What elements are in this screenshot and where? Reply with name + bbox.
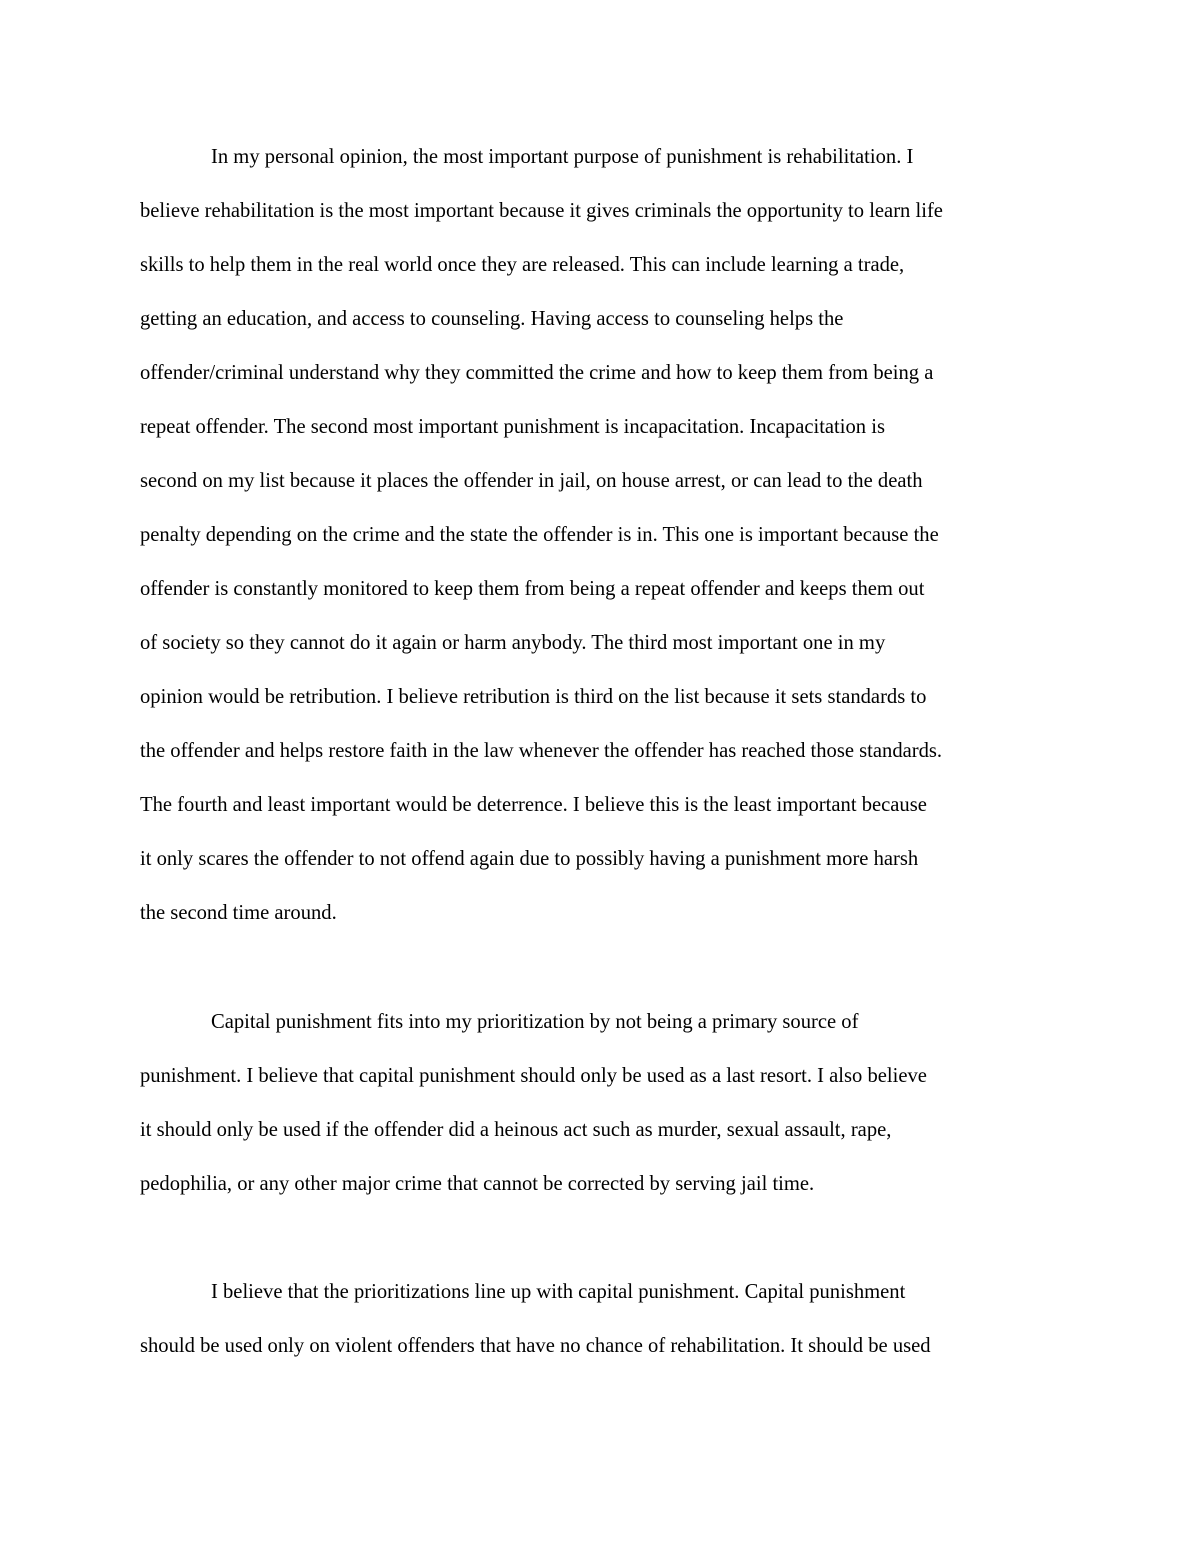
paragraph-capital-punishment-prioritization: [140, 995, 1070, 1211]
text-line: penalty depending on the crime and the state the offender is in. This one is important because the: [140, 524, 939, 546]
paragraph-prioritizations-line-up: [140, 1265, 1070, 1373]
text-line: In my personal opinion, the most important purpose of punishment is rehabilitation. I: [211, 146, 914, 168]
text-line: should be used only on violent offenders that have no chance of rehabilitation. It should be used: [140, 1335, 931, 1357]
text-line: the offender and helps restore faith in the law whenever the offender has reached those standards.: [140, 740, 943, 762]
text-line: offender is constantly monitored to keep them from being a repeat offender and keeps them out: [140, 578, 925, 600]
text-line: pedophilia, or any other major crime that cannot be corrected by serving jail time.: [140, 1173, 815, 1195]
text-line: Capital punishment fits into my prioritization by not being a primary source of: [211, 1011, 859, 1033]
text-line: of society so they cannot do it again or harm anybody. The third most important one in my: [140, 632, 886, 654]
text-line: skills to help them in the real world once they are released. This can include learning a trade,: [140, 254, 905, 276]
text-line: second on my list because it places the offender in jail, on house arrest, or can lead to the death: [140, 470, 923, 492]
text-line: I believe that the prioritizations line up with capital punishment. Capital punishment: [211, 1281, 906, 1303]
text-line: getting an education, and access to counseling. Having access to counseling helps the: [140, 308, 844, 330]
text-line: the second time around.: [140, 902, 337, 924]
text-line: it should only be used if the offender did a heinous act such as murder, sexual assault, rape,: [140, 1119, 892, 1141]
text-line: punishment. I believe that capital punishment should only be used as a last resort. I also believe: [140, 1065, 927, 1087]
text-line: repeat offender. The second most important punishment is incapacitation. Incapacitation is: [140, 416, 885, 438]
text-line: offender/criminal understand why they committed the crime and how to keep them from being a: [140, 362, 934, 384]
text-line: it only scares the offender to not offend again due to possibly having a punishment more harsh: [140, 848, 919, 870]
paragraph-purposes-of-punishment: [140, 130, 1070, 940]
text-line: opinion would be retribution. I believe retribution is third on the list because it sets standards to: [140, 686, 927, 708]
text-line: The fourth and least important would be deterrence. I believe this is the least important because: [140, 794, 927, 816]
text-line: believe rehabilitation is the most important because it gives criminals the opportunity to learn life: [140, 200, 943, 222]
